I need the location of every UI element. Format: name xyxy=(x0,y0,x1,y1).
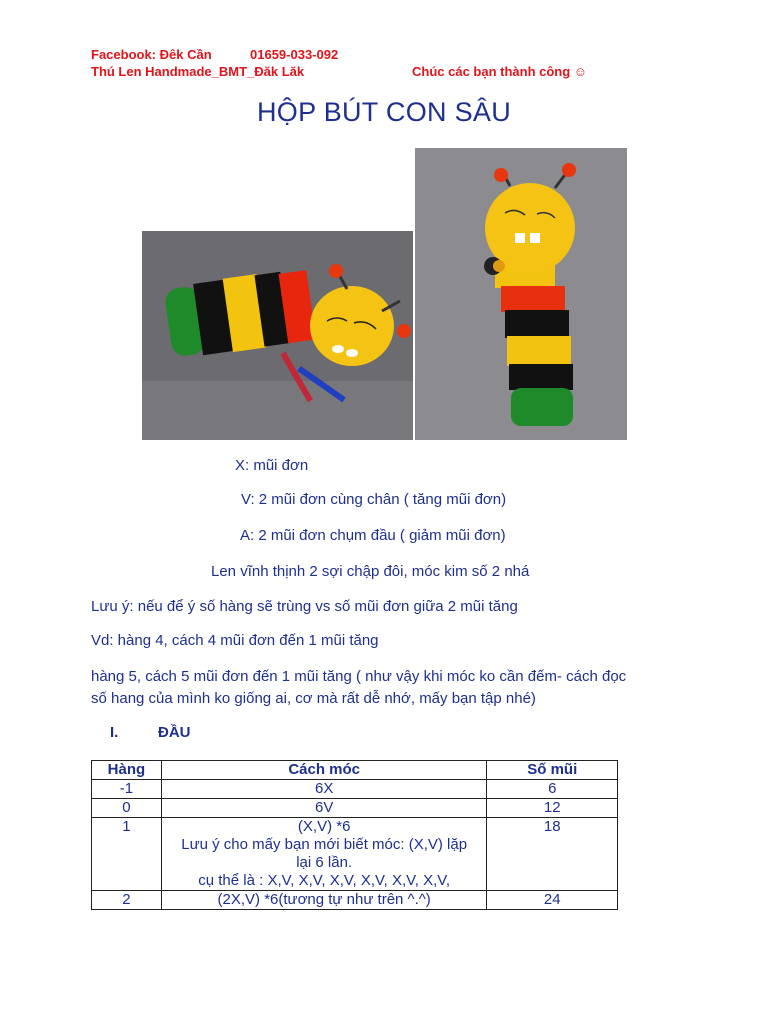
table-row xyxy=(92,818,618,891)
header-method: Cách móc xyxy=(161,761,487,780)
row-method: 6V xyxy=(161,799,487,818)
row-count: 24 xyxy=(487,891,618,910)
method-line: cụ thể là : X,V, X,V, X,V, X,V, X,V, X,V, xyxy=(198,872,451,889)
section-heading: ĐẦU xyxy=(158,724,191,741)
caterpillar-photo-lying xyxy=(142,231,413,440)
phone-number: 01659-033-092 xyxy=(250,47,339,62)
method-line: lại 6 lần. xyxy=(296,854,353,871)
yarn-note: Len vĩnh thịnh 2 sợi chập đôi, móc kim số 2 nhá xyxy=(211,563,530,580)
page-title: HỘP BÚT CON SÂU xyxy=(256,97,512,127)
row-count: 18 xyxy=(487,818,618,891)
row-number: 1 xyxy=(92,818,162,891)
facebook-label: Facebook: Đêk Cần xyxy=(91,47,212,62)
shop-name: Thú Len Handmade_BMT_Đăk Lăk xyxy=(91,64,305,79)
row-count: 12 xyxy=(487,799,618,818)
row-number: -1 xyxy=(92,780,162,799)
row-method xyxy=(161,818,487,891)
row-count: 6 xyxy=(487,780,618,799)
row-number: 2 xyxy=(92,891,162,910)
row-method: (2X,V) *6(tương tự như trên ^.^) xyxy=(161,891,487,910)
example-2-line-2: số hang của mình ko giống ai, cơ mà rất dễ nhớ, mấy bạn tập nhé) xyxy=(91,690,536,707)
legend-x: X: mũi đơn xyxy=(235,457,309,474)
section-number: I. xyxy=(110,724,119,741)
example-2-line-1: hàng 5, cách 5 mũi đơn đến 1 mũi tăng ( như vậy khi móc ko cần đếm- cách đọc xyxy=(91,668,627,685)
legend-a: A: 2 mũi đơn chụm đầu ( giảm mũi đơn) xyxy=(240,527,506,544)
pattern-table xyxy=(91,760,618,910)
row-method: 6X xyxy=(161,780,487,799)
method-line: Lưu ý cho mấy bạn mới biết móc: (X,V) lặp xyxy=(181,836,468,853)
caterpillar-photo-standing xyxy=(415,148,627,440)
table-row xyxy=(92,780,618,799)
table-row xyxy=(92,799,618,818)
header-count: Số mũi xyxy=(487,761,618,780)
wish-text: Chúc các bạn thành công ☺ xyxy=(412,64,588,79)
example-1: Vd: hàng 4, cách 4 mũi đơn đến 1 mũi tăng xyxy=(91,632,379,649)
legend-v: V: 2 mũi đơn cùng chân ( tăng mũi đơn) xyxy=(241,491,507,508)
note-text: Lưu ý: nếu để ý số hàng sẽ trùng vs số mũi đơn giữa 2 mũi tăng xyxy=(91,598,518,615)
row-number: 0 xyxy=(92,799,162,818)
header-row: Hàng xyxy=(92,761,162,780)
table-row xyxy=(92,891,618,910)
method-line: (X,V) *6 xyxy=(297,818,351,835)
table-header-row xyxy=(92,761,618,780)
